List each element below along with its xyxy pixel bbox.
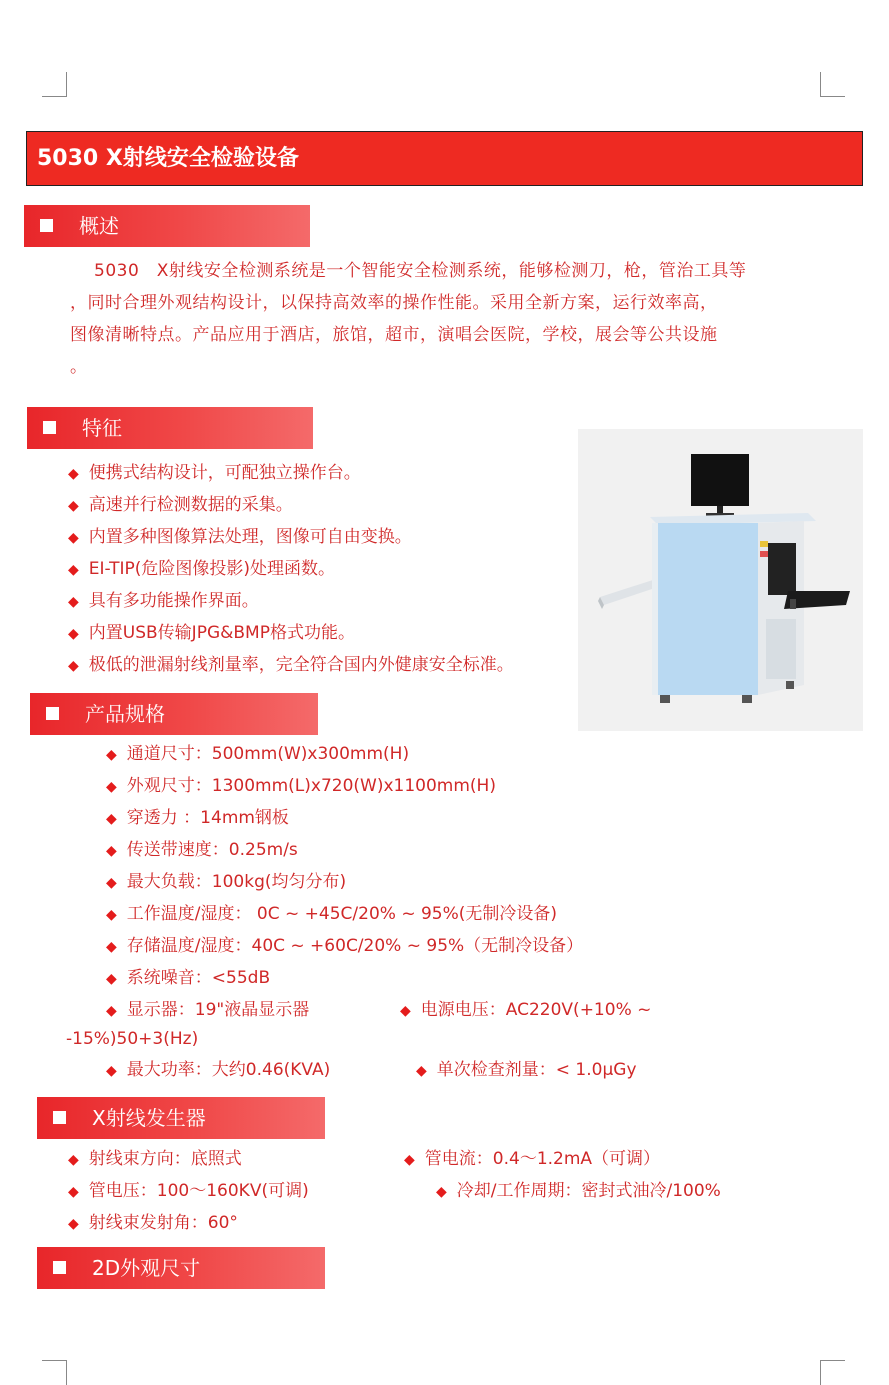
diamond-bullet-icon: ◆ [436, 1184, 447, 1200]
diamond-bullet-icon: ◆ [68, 1152, 79, 1168]
list-item [106, 743, 409, 766]
list-item [68, 462, 361, 485]
diamond-bullet-icon: ◆ [68, 594, 79, 610]
section-title: 2D外观尺寸 [92, 1256, 201, 1280]
list-item [106, 1059, 330, 1082]
page-title: 5030 X射线安全检验设备 [26, 131, 863, 186]
paragraph-line: 。 [70, 357, 88, 377]
list-item-text: 射线束发射角：60° [88, 1213, 238, 1233]
list-item-text: 最大负载：100kg(均匀分布) [126, 872, 347, 892]
list-item [68, 654, 514, 677]
list-item [106, 935, 583, 958]
list-item [68, 526, 412, 549]
list-item [68, 1148, 242, 1171]
square-bullet-icon [40, 219, 53, 232]
list-item [68, 1212, 238, 1235]
section-title: 概述 [79, 214, 119, 238]
list-item [436, 1180, 721, 1203]
list-item-text: 内置多种图像算法处理，图像可自由变换。 [88, 527, 412, 547]
diamond-bullet-icon: ◆ [68, 658, 79, 674]
list-item-text: 具有多功能操作界面。 [88, 591, 259, 611]
list-item-text: 传送带速度：0.25m/s [126, 840, 298, 860]
diamond-bullet-icon: ◆ [106, 1063, 117, 1079]
section-title: X射线发生器 [92, 1106, 206, 1130]
section-header-overview [24, 205, 310, 247]
square-bullet-icon [53, 1111, 66, 1124]
square-bullet-icon [53, 1261, 66, 1274]
list-item [106, 967, 270, 990]
diamond-bullet-icon: ◆ [68, 1184, 79, 1200]
diamond-bullet-icon: ◆ [106, 907, 117, 923]
diamond-bullet-icon: ◆ [68, 466, 79, 482]
crop-mark [42, 72, 67, 97]
square-bullet-icon [43, 421, 56, 434]
list-item [106, 807, 289, 830]
paragraph-line: 5030 X射线安全检测系统是一个智能安全检测系统，能够检测刀，枪，管治工具等 [94, 261, 747, 281]
list-item-text: 电源电压：AC220V(+10% ~ [420, 1000, 652, 1020]
square-bullet-icon [46, 707, 59, 720]
section-header-features [27, 407, 313, 449]
list-item-text: 内置USB传输JPG&BMP格式功能。 [88, 623, 355, 643]
list-item [106, 999, 309, 1022]
diamond-bullet-icon: ◆ [106, 1003, 117, 1019]
list-item [68, 1180, 309, 1203]
list-item [416, 1059, 637, 1082]
diamond-bullet-icon: ◆ [106, 779, 117, 795]
overview-paragraph [70, 255, 830, 383]
diamond-bullet-icon: ◆ [106, 939, 117, 955]
list-item [68, 494, 293, 517]
section-header-xray [37, 1097, 325, 1139]
machine-body [652, 523, 758, 695]
monitor-screen [691, 454, 749, 506]
diamond-bullet-icon: ◆ [106, 971, 117, 987]
list-item-text: 高速并行检测数据的采集。 [88, 495, 293, 515]
crop-mark [820, 1360, 845, 1385]
list-item [106, 775, 496, 798]
list-item-text: 冷却/工作周期：密封式油冷/100% [456, 1181, 721, 1201]
list-item-text: 便携式结构设计，可配独立操作台。 [88, 463, 361, 483]
crop-mark [820, 72, 845, 97]
diamond-bullet-icon: ◆ [68, 1216, 79, 1232]
diamond-bullet-icon: ◆ [404, 1152, 415, 1168]
list-item-text: 外观尺寸：1300mm(L)x720(W)x1100mm(H) [126, 776, 496, 796]
list-item-text: 存储温度/湿度：40C ~ +60C/20% ~ 95%（无制冷设备） [126, 936, 584, 956]
diamond-bullet-icon: ◆ [400, 1003, 411, 1019]
list-item [106, 871, 346, 894]
diamond-bullet-icon: ◆ [68, 498, 79, 514]
xray-machine-illustration [578, 429, 863, 731]
list-item [68, 622, 355, 645]
section-title: 产品规格 [85, 702, 165, 726]
section-header-2d-dimensions [37, 1247, 325, 1289]
list-item-continuation: -15%)50+3(Hz) [66, 1029, 199, 1049]
section-header-specs [30, 693, 318, 735]
list-item [106, 903, 557, 926]
diamond-bullet-icon: ◆ [106, 875, 117, 891]
list-item-text: 工作温度/湿度： 0C ~ +45C/20% ~ 95%(无制冷设备) [126, 904, 558, 924]
paragraph-line: 图像清晰特点。产品应用于酒店，旅馆，超市，演唱会医院，学校，展会等公共设施 [70, 325, 718, 345]
list-item-text: 显示器：19"液晶显示器 [126, 1000, 310, 1020]
list-item-text: 管电压：100～160KV(可调) [88, 1181, 309, 1201]
diamond-bullet-icon: ◆ [106, 811, 117, 827]
list-item [68, 590, 259, 613]
section-title: 特征 [82, 416, 122, 440]
diamond-bullet-icon: ◆ [416, 1063, 427, 1079]
crop-mark [42, 1360, 67, 1385]
list-item-text: 最大功率：大约0.46(KVA) [126, 1060, 331, 1080]
list-item-text: 系统噪音：<55dB [126, 968, 271, 988]
list-item-text: 极低的泄漏射线剂量率，完全符合国内外健康安全标准。 [88, 655, 514, 675]
list-item-text: 通道尺寸：500mm(W)x300mm(H) [126, 744, 410, 764]
list-item [400, 999, 651, 1022]
list-item [106, 839, 298, 862]
diamond-bullet-icon: ◆ [68, 626, 79, 642]
diamond-bullet-icon: ◆ [68, 562, 79, 578]
list-item-text: 单次检查剂量：< 1.0μGy [436, 1060, 637, 1080]
diamond-bullet-icon: ◆ [106, 747, 117, 763]
list-item [68, 558, 335, 581]
paragraph-line: ，同时合理外观结构设计，以保持高效率的操作性能。采用全新方案，运行效率高， [70, 293, 718, 313]
list-item-text: EI-TIP(危险图像投影)处理函数。 [88, 559, 336, 579]
list-item [404, 1148, 660, 1171]
product-image [578, 429, 863, 731]
list-item-text: 射线束方向：底照式 [88, 1149, 242, 1169]
diamond-bullet-icon: ◆ [68, 530, 79, 546]
list-item-text: 管电流：0.4～1.2mA（可调） [424, 1149, 661, 1169]
tunnel-opening [768, 543, 796, 595]
list-item-text: 穿透力 ：14mm钢板 [126, 808, 289, 828]
diamond-bullet-icon: ◆ [106, 843, 117, 859]
